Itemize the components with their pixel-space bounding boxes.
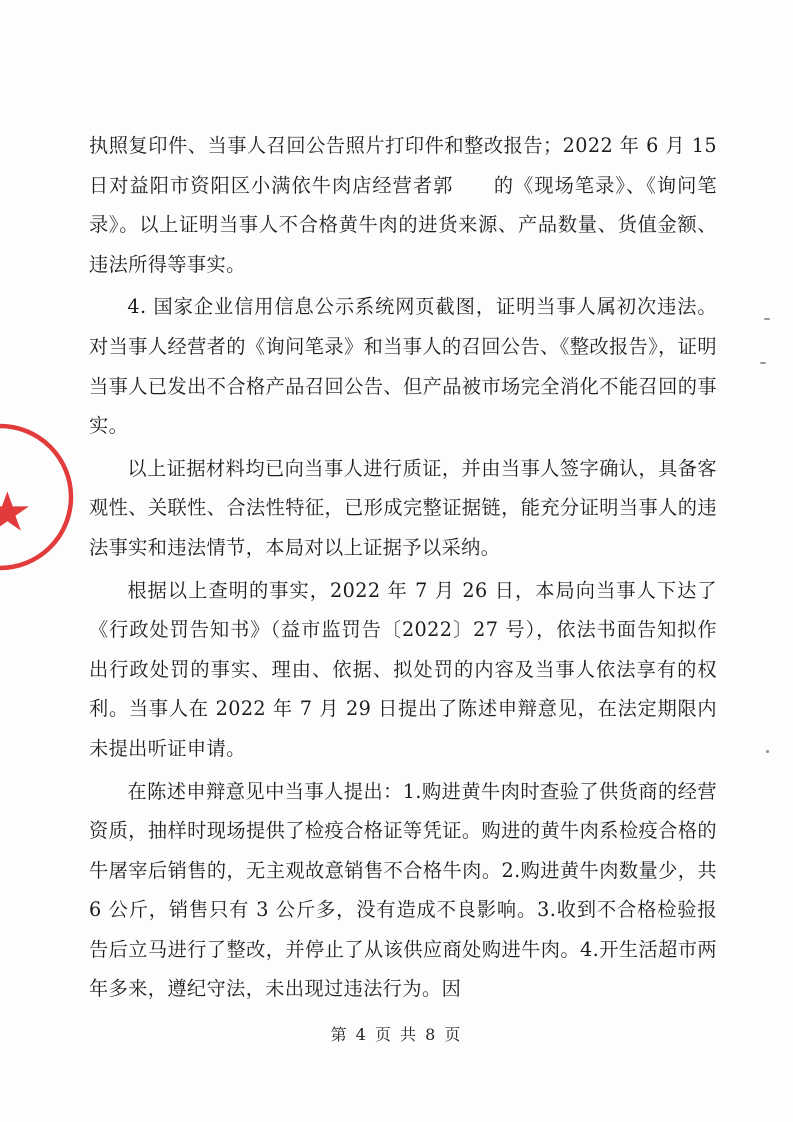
scan-speck <box>760 362 766 364</box>
official-seal-stamp <box>0 418 76 576</box>
seal-star-icon <box>0 492 29 531</box>
scan-speck <box>764 318 770 320</box>
document-body <box>89 126 717 1009</box>
paragraph-evidence-summary: 以上证据材料均已向当事人进行质证，并由当事人签字确认，具备客观性、关联性、合法性特征，已形成完整证据链，能充分证明当事人的违法事实和违法情节，本局对以上证据予以采纳。 <box>89 456 717 559</box>
paragraph-evidence-3-cont: 执照复印件、当事人召回公告照片打印件和整改报告；2022 年 6 月 15 日对益阳市资阳区小满依牛肉店经营者郭 的《现场笔录》、《询问笔录》。以上证明当事人不合格黄牛肉的进货来源、产品数量、货值金额、违法所得等事实。 <box>89 134 717 276</box>
paragraph-evidence-4: 4. 国家企业信用信息公示系统网页截图，证明当事人属初次违法。对当事人经营者的《询问笔录》和当事人的召回公告、《整改报告》，证明当事人已发出不合格产品召回公告、但产品被市场完全消化不能召回的事实。 <box>89 295 717 438</box>
paragraph-defense: 在陈述申辩意见中当事人提出：1.购进黄牛肉时查验了供货商的经营资质，抽样时现场提供了检疫合格证等凭证。购进的黄牛肉系检疫合格的牛屠宰后销售的，无主观故意销售不合格牛肉。2.购进黄牛肉数量少，共 6 公斤，销售只有 3 公斤多，没有造成不良影响。3.收到不合格检验报告后立马进行了整改，并停止了从该供应商处购进牛肉。4.开生活超市两年多来，遵纪守法，未出现过违法行为。因 <box>89 779 717 1001</box>
page-number: 第 4 页 共 8 页 <box>330 1025 463 1044</box>
paragraph-notice: 根据以上查明的事实，2022 年 7 月 26 日，本局向当事人下达了《行政处罚告知书》（益市监罚告〔2022〕27 号），依法书面告知拟作出行政处罚的事实、理由、依据、拟处罚的内容及当事人依法享有的权利。当事人在 2022 年 7 月 29 日提出了陈述申辩意见，在法定期限内未提出听证申请。 <box>89 578 717 760</box>
scan-speck <box>766 750 769 753</box>
